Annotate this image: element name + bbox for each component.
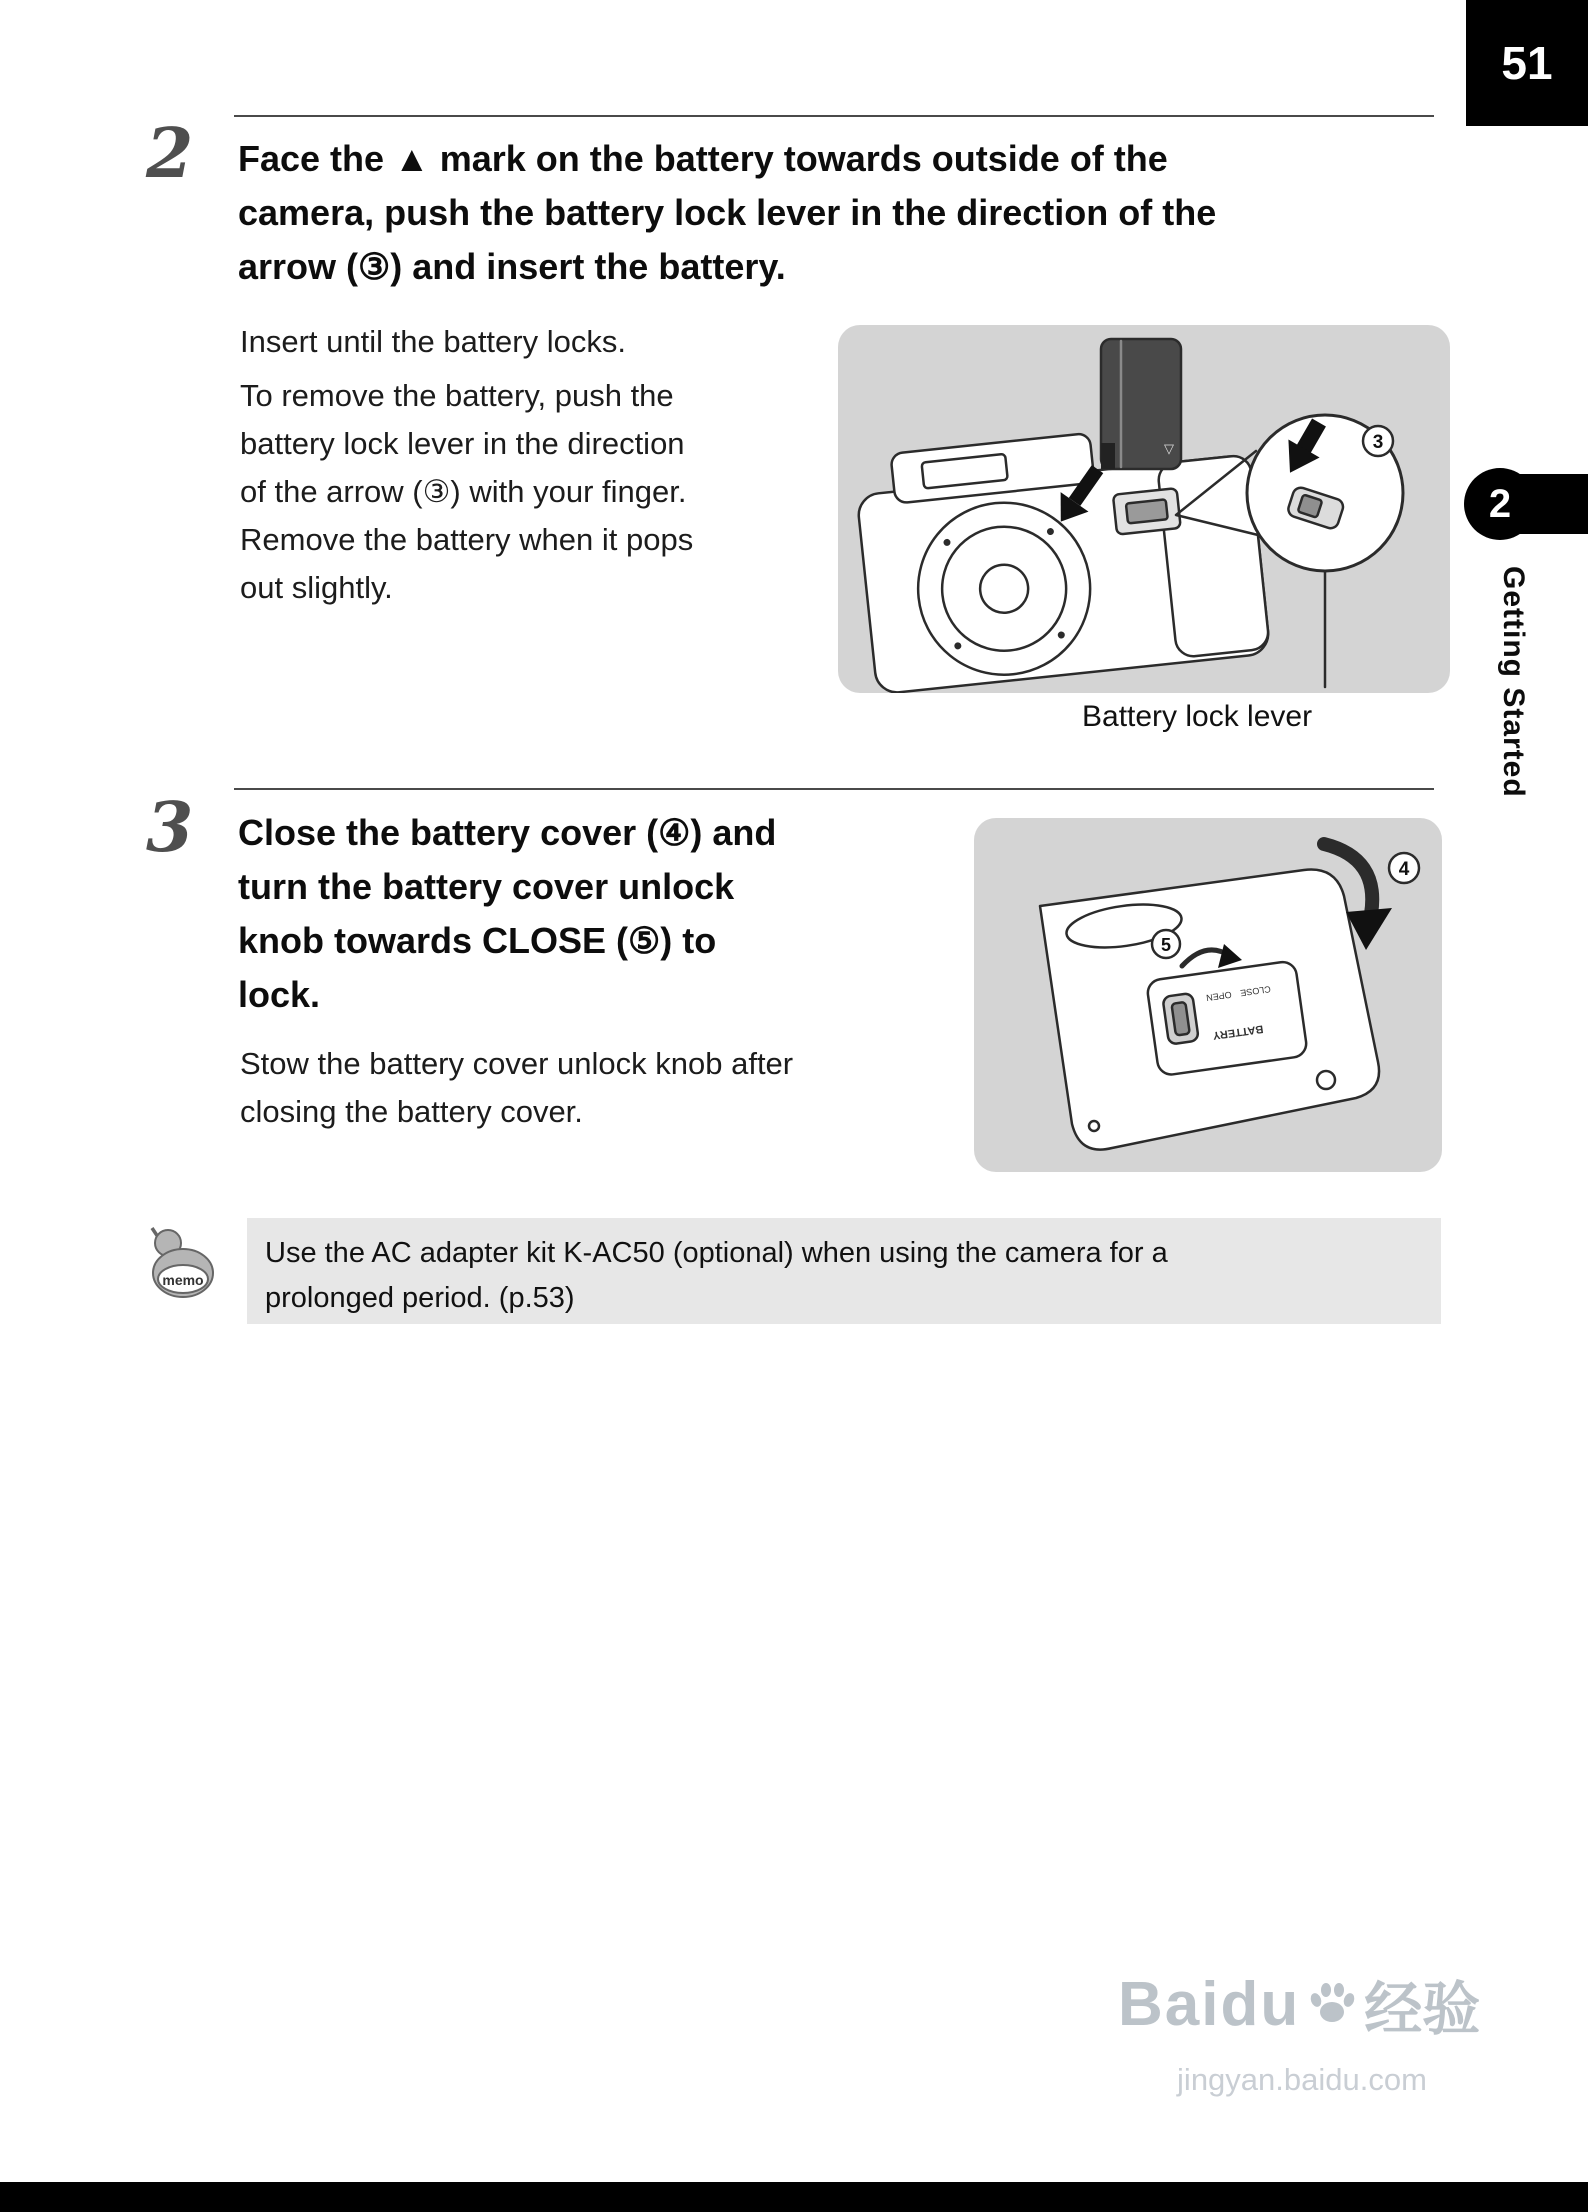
circled-number-5-label: 5 bbox=[1160, 935, 1172, 955]
circled-number-4-label: 4 bbox=[1398, 859, 1410, 880]
memo-note bbox=[247, 1218, 1441, 1324]
cover-open-text: OPEN bbox=[1205, 989, 1233, 1003]
camera-body-drawing bbox=[853, 417, 1271, 693]
step-2-divider bbox=[234, 115, 1434, 117]
battery-insertion-illustration bbox=[838, 325, 1450, 693]
page-number: 51 bbox=[1501, 37, 1553, 89]
figure-battery-insertion bbox=[838, 325, 1450, 693]
body-line: Remove the battery when it pops bbox=[240, 522, 694, 557]
memo-line: Use the AC adapter kit K-AC50 (optional) when using the camera for a bbox=[265, 1237, 1168, 1269]
battery-drawing bbox=[1101, 339, 1181, 469]
step-2-paragraph-1: Insert until the battery locks. bbox=[240, 324, 626, 359]
chapter-number: 2 bbox=[1488, 481, 1512, 526]
figure-battery-cover bbox=[974, 818, 1442, 1172]
chapter-title: Getting Started bbox=[1497, 566, 1530, 798]
memo-icon-label: memo bbox=[162, 1272, 204, 1288]
watermark-brand: Baidu bbox=[1118, 1969, 1301, 2039]
heading-line: lock. bbox=[238, 974, 321, 1015]
paw-icon bbox=[1306, 1978, 1358, 2030]
battery-cover-illustration bbox=[974, 818, 1442, 1172]
body-line: of the arrow (③) with your finger. bbox=[240, 474, 687, 509]
circled-number-3-label: 3 bbox=[1372, 432, 1384, 453]
heading-line: arrow (③) and insert the battery. bbox=[238, 246, 786, 287]
heading-line: Face the ▲ mark on the battery towards outside of the bbox=[238, 138, 1168, 179]
watermark-brand-cn: 经验 bbox=[1364, 1977, 1481, 2042]
memo-text bbox=[247, 1218, 1441, 1321]
watermark-url: jingyan.baidu.com bbox=[1177, 2062, 1427, 2097]
step-3-heading bbox=[238, 806, 776, 1022]
step-2-number: 2 bbox=[146, 114, 194, 194]
heading-line: camera, push the battery lock lever in the direction of the bbox=[238, 192, 1217, 233]
battery-triangle-mark: ▽ bbox=[1164, 441, 1174, 456]
battery-cover-drawing bbox=[1146, 960, 1308, 1076]
body-line: battery lock lever in the direction bbox=[240, 426, 685, 461]
step-3-divider bbox=[234, 788, 1434, 790]
memo-line: prolonged period. (p.53) bbox=[265, 1282, 575, 1314]
cover-battery-text: BATTERY bbox=[1212, 1022, 1264, 1042]
footer-bar bbox=[0, 2182, 1588, 2212]
cover-close-text: CLOSE bbox=[1239, 983, 1272, 999]
page-number-box bbox=[1466, 0, 1588, 126]
figure-caption-battery-lock-lever: Battery lock lever bbox=[1082, 700, 1313, 733]
memo-icon bbox=[144, 1222, 218, 1304]
body-line: To remove the battery, push the bbox=[240, 378, 674, 413]
body-line: Stow the battery cover unlock knob after bbox=[240, 1046, 794, 1081]
body-line: closing the battery cover. bbox=[240, 1094, 583, 1129]
step-3-paragraph bbox=[240, 1040, 793, 1136]
watermark bbox=[1118, 1962, 1480, 2046]
heading-line: Close the battery cover (④) and bbox=[238, 812, 777, 853]
body-line: out slightly. bbox=[240, 570, 393, 605]
step-2-heading bbox=[238, 132, 1216, 294]
chapter-number-badge bbox=[1464, 468, 1536, 540]
heading-line: knob towards CLOSE (⑤) to bbox=[238, 920, 717, 961]
heading-line: turn the battery cover unlock bbox=[238, 866, 735, 907]
step-3-number: 3 bbox=[146, 788, 194, 868]
step-2-paragraph-2 bbox=[240, 372, 693, 612]
